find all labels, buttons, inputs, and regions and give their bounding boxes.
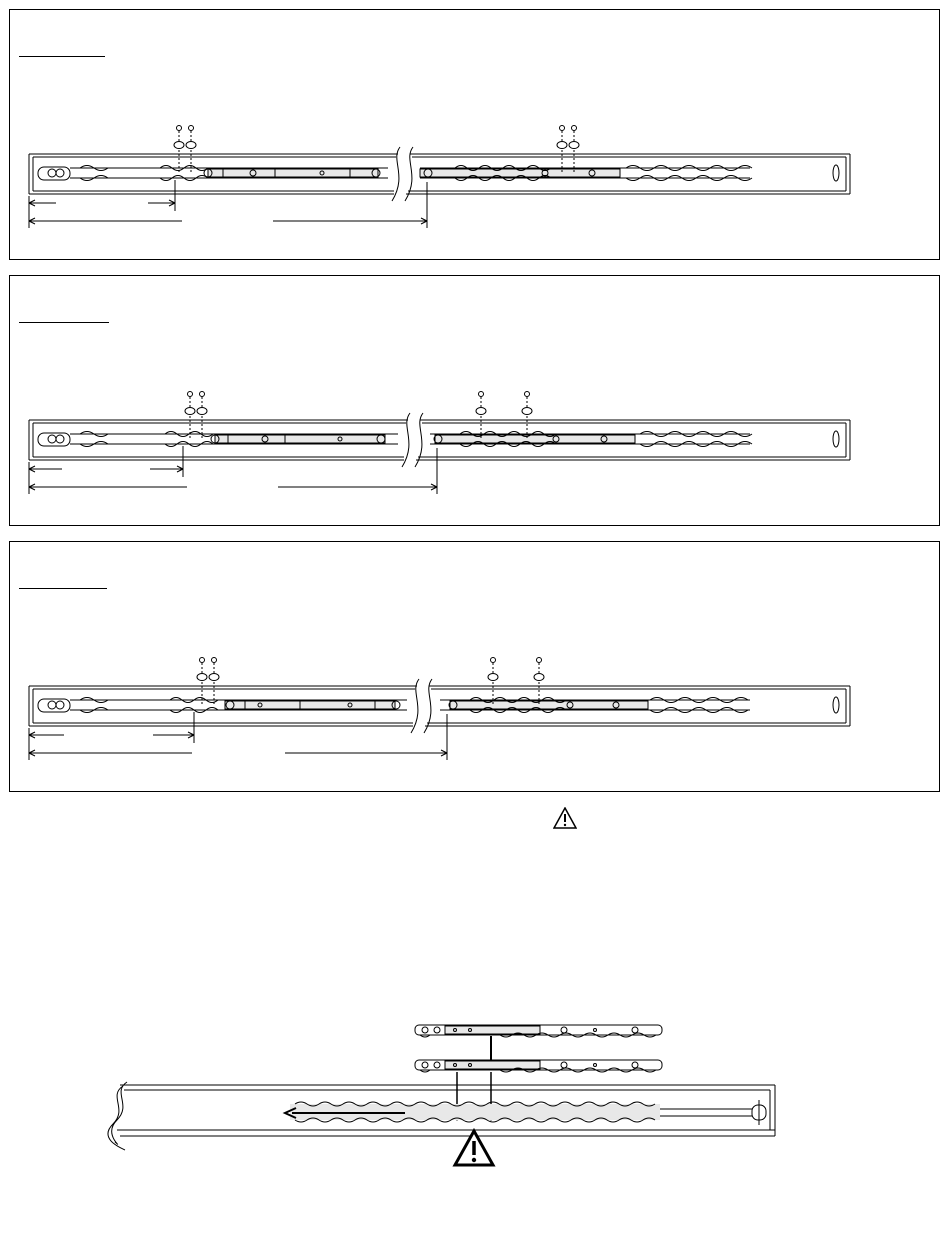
rail-assembly-drawing: [10, 10, 941, 261]
rail-section: [108, 1082, 775, 1150]
screw-icon: [476, 392, 486, 440]
trolley-bracket: [215, 435, 385, 443]
pulley: [38, 699, 70, 712]
screw-icon: [534, 658, 544, 706]
screw-icon: [174, 126, 184, 174]
screw-icon: [209, 658, 219, 706]
screw-icon: [557, 126, 567, 174]
trolley-bracket: [225, 701, 395, 709]
diagram-panel-3: [9, 541, 940, 792]
break-line: [411, 679, 419, 733]
screw-icon: [522, 392, 532, 440]
rail-end-stop: [833, 431, 839, 447]
break-line: [424, 679, 432, 733]
chain-bracket-lower: [415, 1060, 662, 1072]
trolley-bracket: [208, 169, 378, 177]
diagram-panel-2: [9, 275, 940, 526]
rail-end-stop: [833, 165, 839, 181]
chain-bracket-upper: [415, 1025, 662, 1037]
break-line: [405, 147, 413, 201]
break-line: [415, 413, 423, 467]
chain-bracket: [450, 701, 648, 709]
rail-assembly-drawing: [10, 542, 941, 793]
pulley: [38, 433, 70, 446]
dimension-line: [29, 182, 427, 228]
screw-icon: [569, 126, 579, 174]
chain-insertion-drawing: [0, 1010, 950, 1185]
dimension-line: [29, 448, 437, 494]
break-line: [402, 413, 410, 467]
dimension-line: [29, 714, 447, 760]
rail-assembly-drawing: [10, 276, 941, 527]
diagram-panel-1: [9, 9, 940, 260]
break-line: [392, 147, 400, 201]
warning-triangle-icon: [553, 807, 577, 829]
pulley: [38, 167, 70, 180]
rail-end-stop: [833, 697, 839, 713]
